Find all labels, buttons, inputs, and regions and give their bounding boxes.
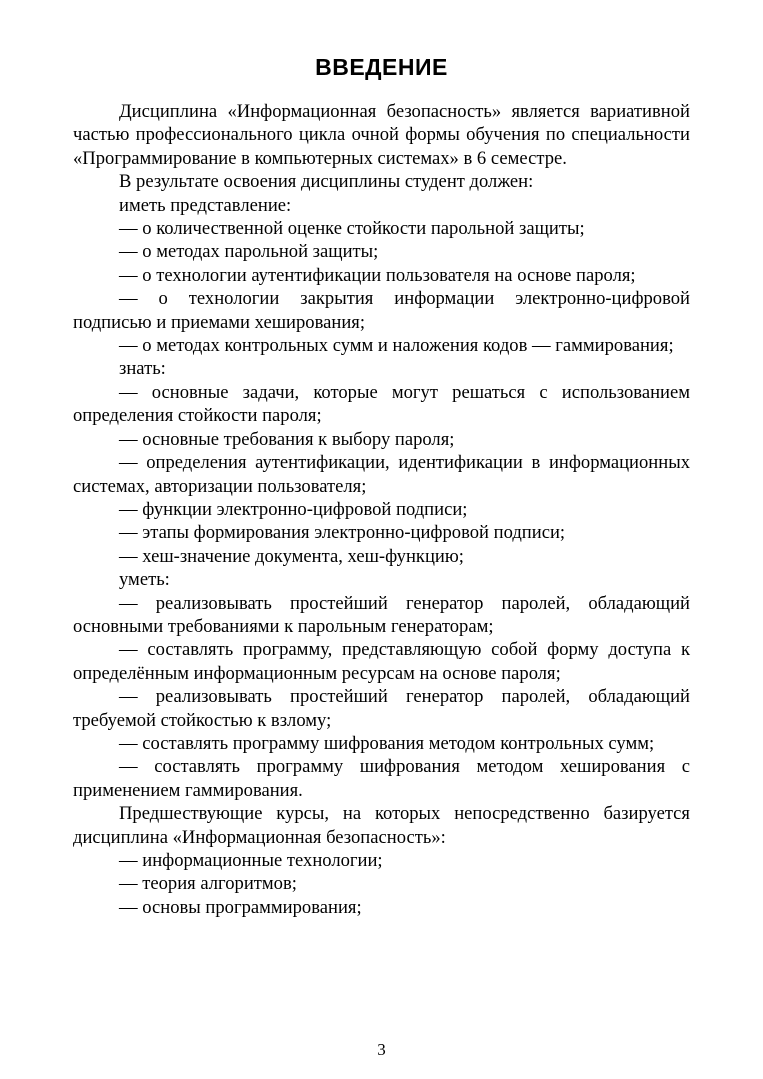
paragraph-intro: Дисциплина «Информационная безопасность» является вариативной частью профессионального цикла очной формы обучения по специальности «Программирование в компьютерных системах» в 6 семестре. [73,101,690,169]
list-item: — о методах контрольных сумм и наложения кодов — гаммирования; [119,335,674,357]
list-item: — о количественной оценке стойкости парольной защиты; [119,218,585,240]
list-item: — этапы формирования электронно-цифровой подписи; [119,522,566,544]
page-title: ВВЕДЕНИЕ [315,54,448,80]
list-item: — о технологии закрытия информации электронно-цифровой подписью и приемами хеширования; [73,288,690,333]
section-label-have-idea: иметь представление: [119,194,292,216]
section-label-know: знать: [119,358,166,380]
document-body [73,100,690,919]
list-item: — информационные технологии; [119,850,383,871]
list-item: — о технологии аутентификации пользователя на основе пароля; [119,264,636,286]
list-item: — теория алгоритмов; [119,873,297,895]
page-number: 3 [377,1040,386,1059]
list-item: — о методах парольной защиты; [119,241,379,263]
list-item: — составлять программу, представляющую собой форму доступа к определённым информационным ресурсам на основе пароля; [73,639,690,684]
list-item: — составлять программу шифрования методом контрольных сумм; [119,732,655,754]
paragraph-requirements: В результате освоения дисциплины студент должен: [119,171,534,193]
list-item: — функции электронно-цифровой подписи; [119,498,468,520]
list-item: — составлять программу шифрования методом хеширования с применением гаммирования. [73,756,690,801]
list-item: — основные требования к выбору пароля; [119,428,455,450]
list-item: — реализовывать простейший генератор паролей, обладающий основными требованиями к парольным генераторам; [73,592,690,637]
list-item: — основы программирования; [119,896,362,918]
list-item: — основные задачи, которые могут решаться с использованием определения стойкости пароля; [73,381,690,427]
list-item: — определения аутентификации, идентификации в информационных системах, авторизации пользователя; [73,452,690,497]
list-item: — хеш-значение документа, хеш-функцию; [119,545,464,567]
section-label-be-able: уметь: [119,569,170,591]
paragraph-prerequisites: Предшествующие курсы, на которых непосредственно базируется дисциплина «Информационная безопасность»: [73,803,690,848]
list-item: — реализовывать простейший генератор паролей, обладающий требуемой стойкостью к взлому; [73,686,690,731]
